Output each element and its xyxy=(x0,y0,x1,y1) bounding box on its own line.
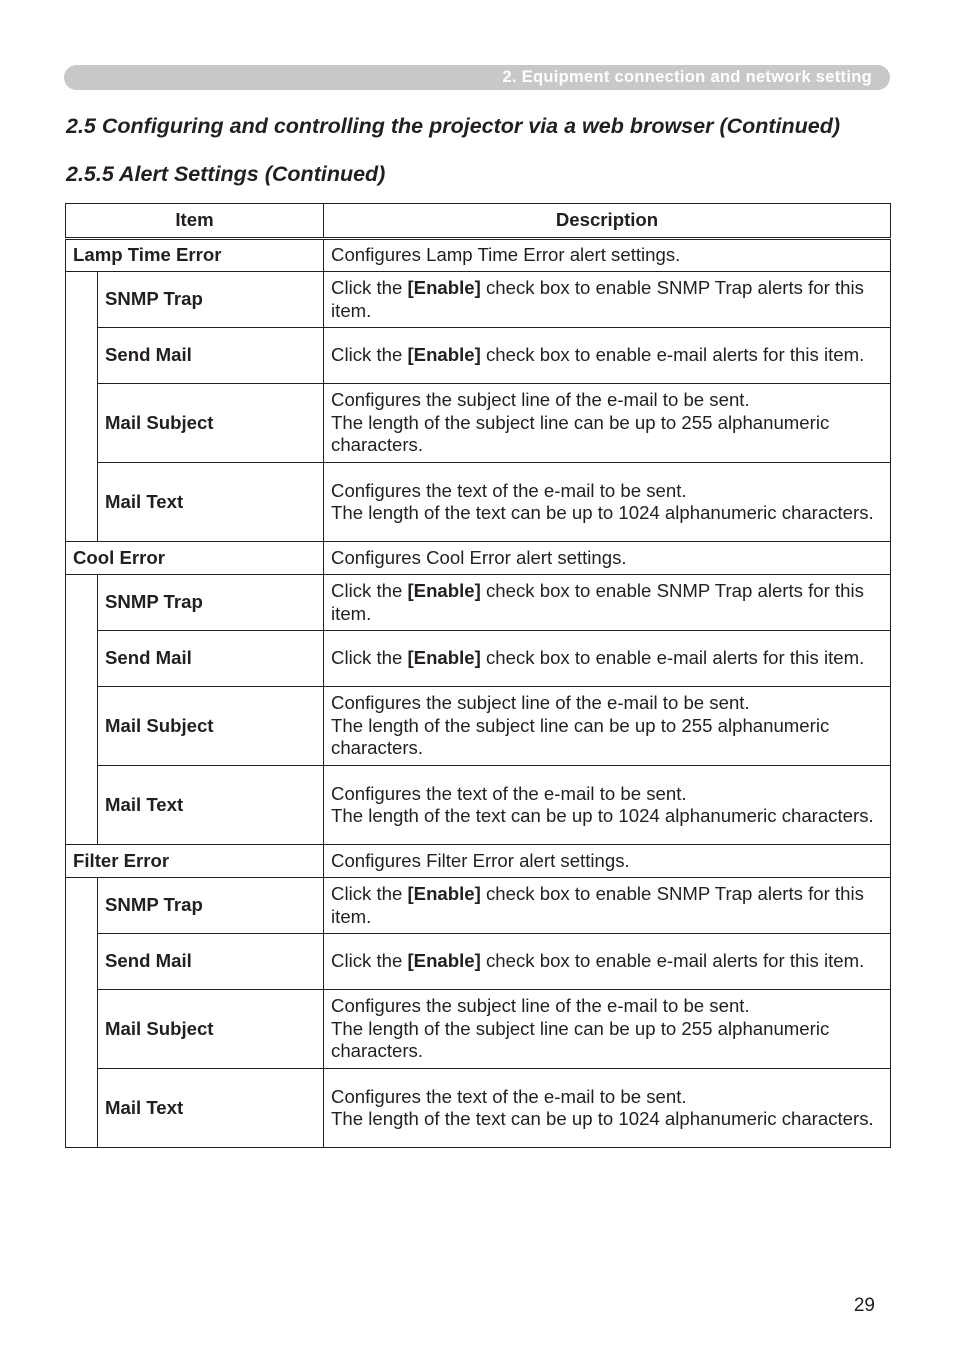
description-line: Configures the text of the e-mail to be sent. xyxy=(331,479,687,501)
table-row xyxy=(66,631,891,687)
group-description: Configures Lamp Time Error alert settings. xyxy=(324,239,891,272)
group-name: Cool Error xyxy=(66,542,324,575)
item-name: Mail Subject xyxy=(98,687,324,766)
item-description xyxy=(324,766,891,845)
group-description: Configures Filter Error alert settings. xyxy=(324,845,891,878)
page-number: 29 xyxy=(853,1295,875,1316)
item-description xyxy=(324,631,891,687)
description-line: Configures the subject line of the e-mail to be sent. xyxy=(331,692,750,714)
item-name: Mail Subject xyxy=(98,990,324,1069)
description-text: Click the xyxy=(331,277,408,298)
item-description xyxy=(324,328,891,384)
description-text: check box to enable e-mail alerts for this item. xyxy=(480,344,865,366)
table-row xyxy=(66,878,891,934)
section-header-bar xyxy=(64,65,890,90)
description-text: Click the xyxy=(331,950,408,972)
item-name: Mail Subject xyxy=(98,384,324,463)
item-description xyxy=(324,878,891,934)
table-header-row xyxy=(66,204,891,239)
group-name: Filter Error xyxy=(66,845,324,878)
table-row xyxy=(66,328,891,384)
table-row xyxy=(66,934,891,990)
description-line: The length of the text can be up to 1024 alphanumeric characters. xyxy=(331,1108,874,1129)
item-description xyxy=(324,272,891,328)
description-text: Click the xyxy=(331,580,408,601)
item-name: Mail Text xyxy=(98,463,324,542)
group-row xyxy=(66,845,891,878)
description-line: Configures the text of the e-mail to be sent. xyxy=(331,1085,687,1107)
group-row xyxy=(66,239,891,272)
group-name: Lamp Time Error xyxy=(66,239,324,272)
description-line: The length of the subject line can be up to 255 alphanumeric characters. xyxy=(331,714,830,759)
table-row xyxy=(66,463,891,542)
item-description xyxy=(324,463,891,542)
description-line: Configures the subject line of the e-mail to be sent. xyxy=(331,995,750,1017)
indent-cell xyxy=(66,272,98,542)
item-name: SNMP Trap xyxy=(98,272,324,328)
item-description xyxy=(324,934,891,990)
description-text: check box to enable SNMP Trap alerts for this item. xyxy=(331,580,864,624)
item-name: Mail Text xyxy=(98,1069,324,1148)
item-name: Send Mail xyxy=(98,934,324,990)
indent-cell xyxy=(66,878,98,1148)
item-name: Send Mail xyxy=(98,328,324,384)
table-body xyxy=(66,239,891,1148)
group-row xyxy=(66,542,891,575)
alert-settings-table xyxy=(65,203,891,1148)
column-header-item: Item xyxy=(66,204,324,239)
table-row xyxy=(66,272,891,328)
table-row xyxy=(66,990,891,1069)
description-text: Click the xyxy=(331,883,408,904)
item-name: SNMP Trap xyxy=(98,575,324,631)
group-description: Configures Cool Error alert settings. xyxy=(324,542,891,575)
page-title: 2.5 Configuring and controlling the projector via a web browser (Continued) xyxy=(66,114,841,138)
section-header-label: 2. Equipment connection and network setting xyxy=(502,68,872,86)
item-description xyxy=(324,990,891,1069)
item-name: SNMP Trap xyxy=(98,878,324,934)
item-name: Send Mail xyxy=(98,631,324,687)
description-text: Click the xyxy=(331,647,408,669)
table-row xyxy=(66,766,891,845)
item-description xyxy=(324,575,891,631)
table-row xyxy=(66,1069,891,1148)
indent-cell xyxy=(66,575,98,845)
description-text: Click the xyxy=(331,344,408,366)
description-line: The length of the subject line can be up to 255 alphanumeric characters. xyxy=(331,1017,830,1062)
enable-checkbox-label: [Enable] xyxy=(407,580,481,601)
item-description xyxy=(324,1069,891,1148)
description-line: Configures the subject line of the e-mail to be sent. xyxy=(331,389,750,411)
description-line: Configures the text of the e-mail to be sent. xyxy=(331,782,687,804)
item-description xyxy=(324,687,891,766)
description-text: check box to enable e-mail alerts for this item. xyxy=(480,950,865,972)
description-line: The length of the text can be up to 1024 alphanumeric characters. xyxy=(331,805,874,826)
table-row xyxy=(66,384,891,463)
description-text: check box to enable SNMP Trap alerts for this item. xyxy=(331,277,864,321)
table-row xyxy=(66,575,891,631)
description-text: check box to enable SNMP Trap alerts for this item. xyxy=(331,883,864,927)
enable-checkbox-label: [Enable] xyxy=(407,950,481,972)
description-text: check box to enable e-mail alerts for this item. xyxy=(480,647,865,669)
description-line: The length of the text can be up to 1024 alphanumeric characters. xyxy=(331,502,874,523)
enable-checkbox-label: [Enable] xyxy=(407,277,481,298)
section-subtitle: 2.5.5 Alert Settings (Continued) xyxy=(66,162,386,186)
table-row xyxy=(66,687,891,766)
item-description xyxy=(324,384,891,463)
column-header-description: Description xyxy=(324,204,891,239)
enable-checkbox-label: [Enable] xyxy=(407,344,481,366)
enable-checkbox-label: [Enable] xyxy=(407,883,481,904)
enable-checkbox-label: [Enable] xyxy=(407,647,481,669)
description-line: The length of the subject line can be up to 255 alphanumeric characters. xyxy=(331,411,830,456)
item-name: Mail Text xyxy=(98,766,324,845)
